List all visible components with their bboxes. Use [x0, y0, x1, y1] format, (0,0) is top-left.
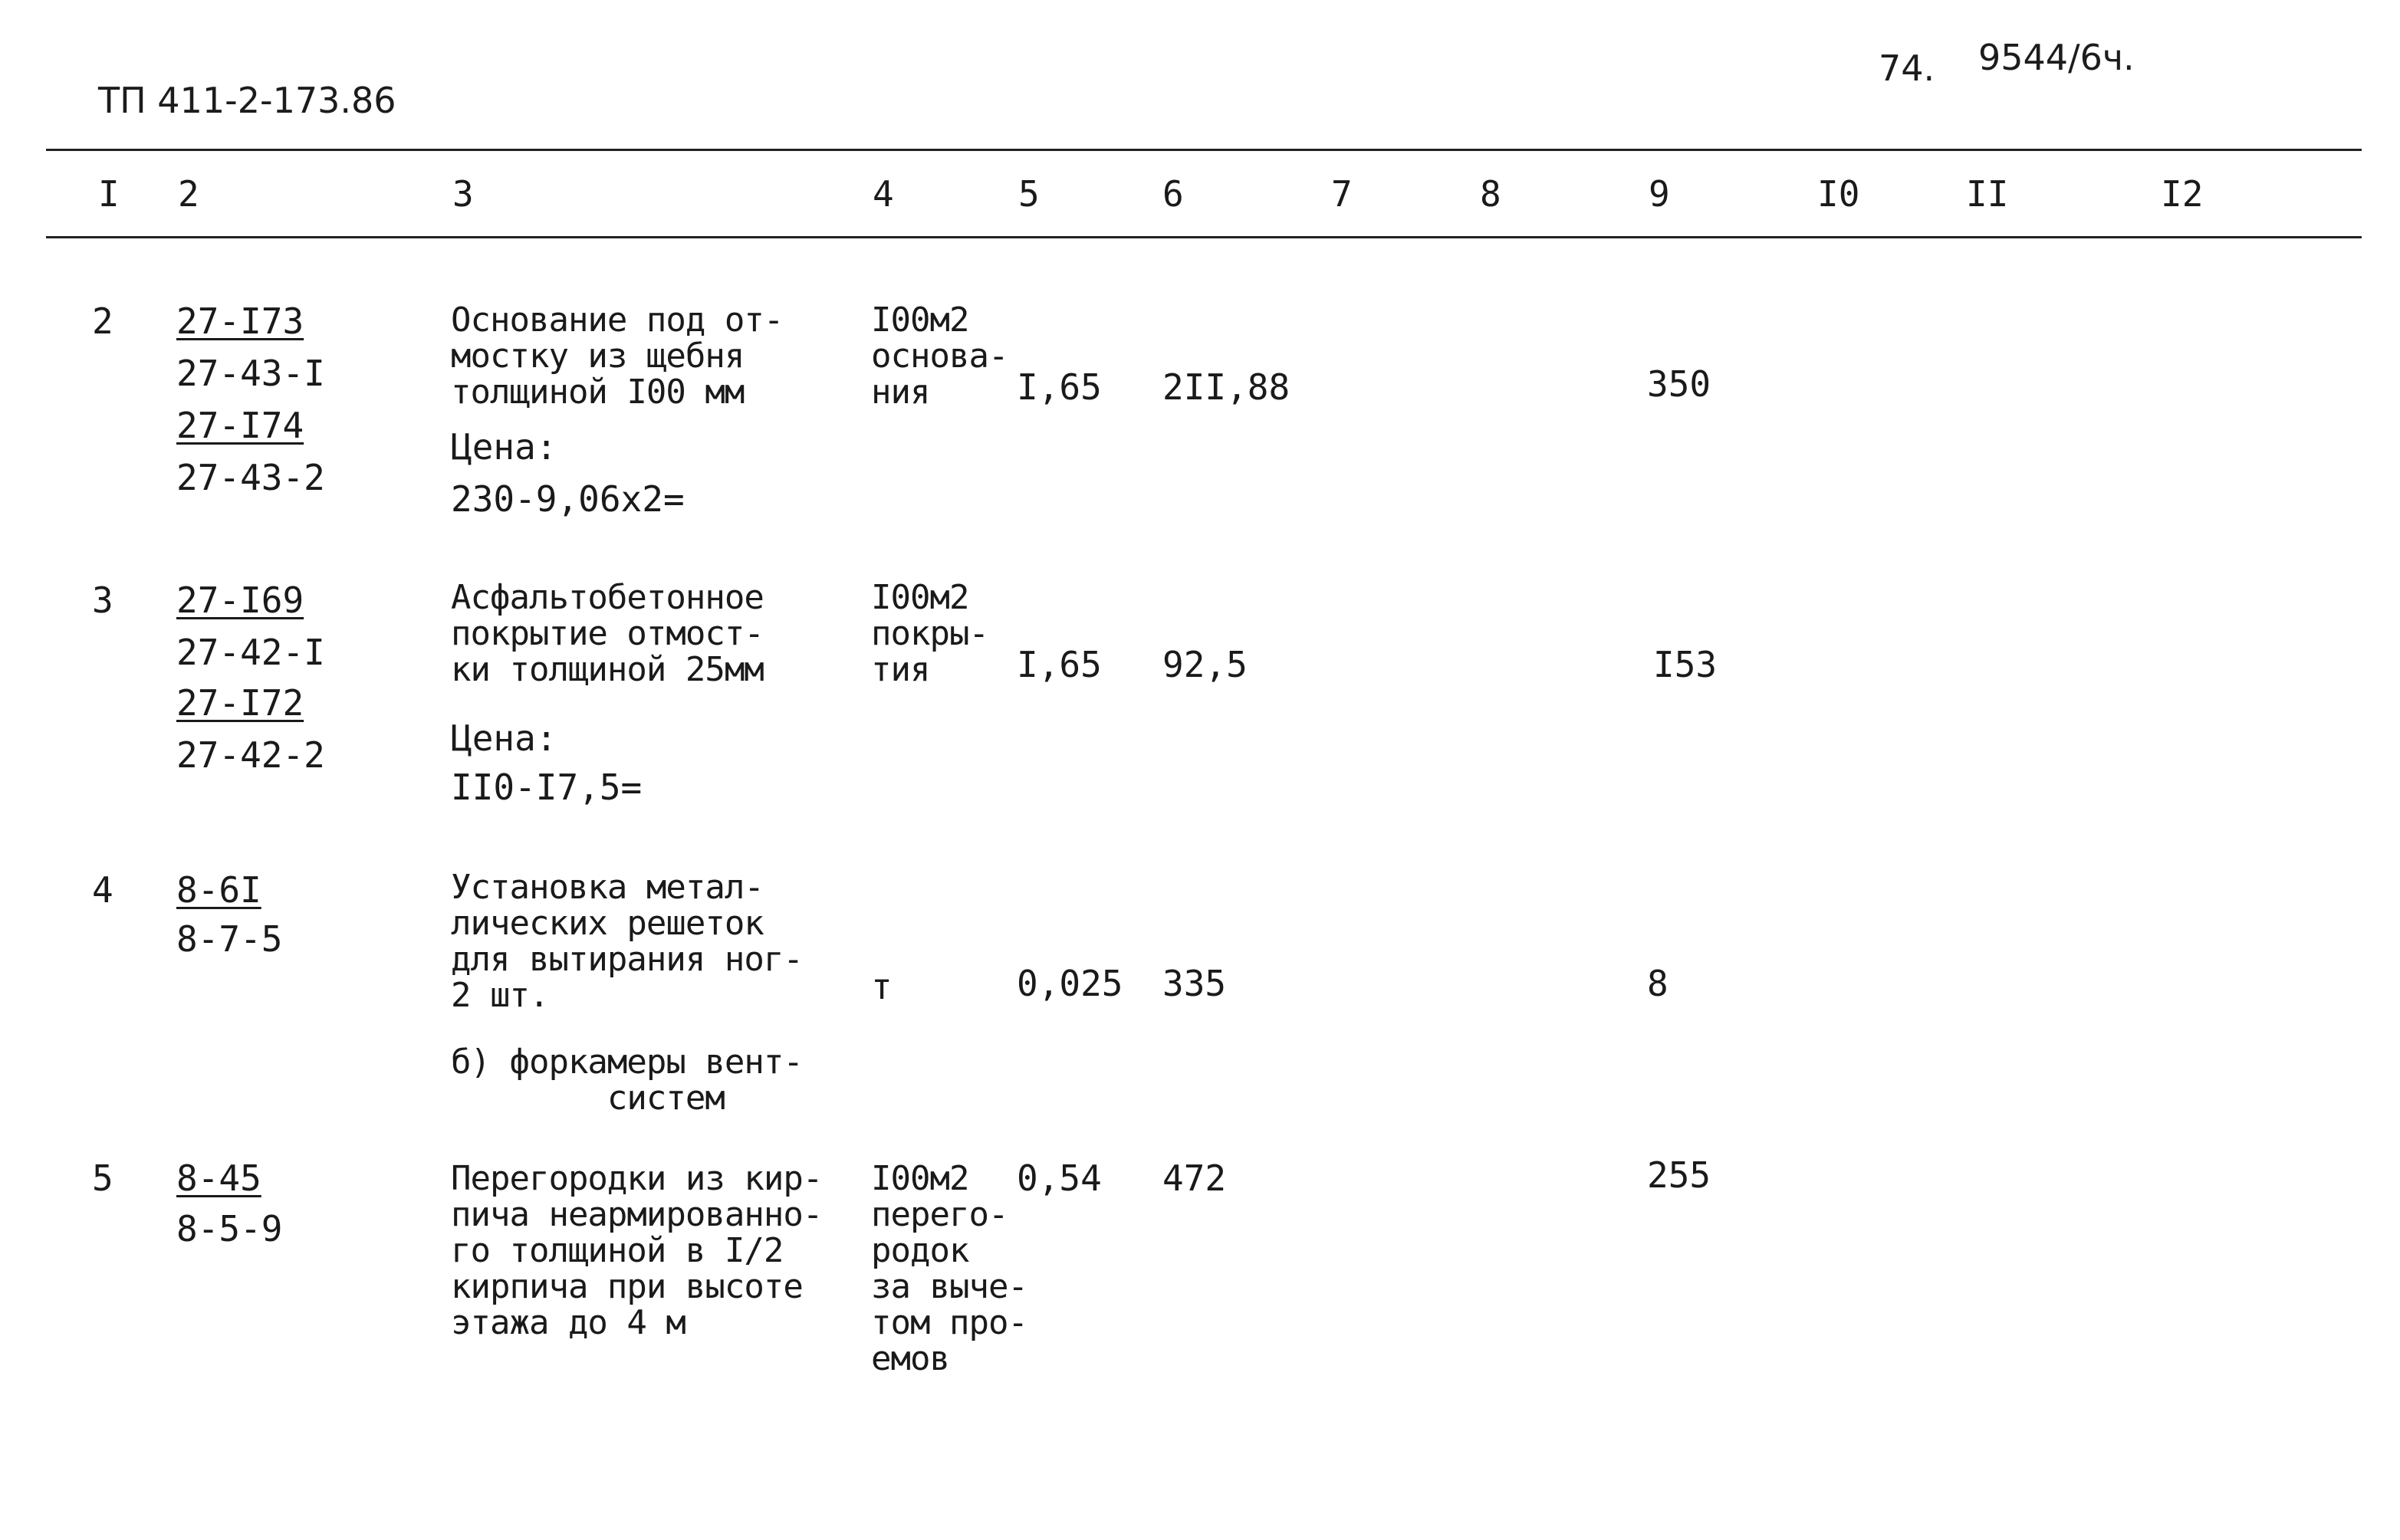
price-formula: II0-I7,5= [451, 767, 643, 808]
norm-code: 27-I72 [176, 682, 304, 724]
header-rule-bottom [46, 236, 2362, 238]
work-description: Перегородки из кир- пича неармированно- го толщиной в I/2 кирпича при высоте этажа до 4 м [451, 1159, 823, 1342]
norm-code: 8-6I [176, 869, 261, 911]
row-number: 3 [92, 580, 113, 621]
unit-rate: 335 [1162, 963, 1227, 1004]
col-header-11: II [1966, 173, 2009, 215]
norm-code: 27-I74 [176, 405, 304, 446]
quantity: I,65 [1017, 366, 1102, 408]
col-header-4: 4 [873, 173, 894, 215]
col-header-8: 8 [1480, 173, 1501, 215]
col-header-2: 2 [178, 173, 199, 215]
col-header-10: I0 [1817, 173, 1860, 215]
unit-of-measure: I00м2 основа- ния [871, 300, 1008, 412]
document-code: ТП 411-2-173.86 [98, 80, 396, 121]
unit-of-measure: I00м2 перего- родок за выче- том про- емов [871, 1159, 1027, 1378]
total-cost: 255 [1647, 1154, 1711, 1196]
total-cost: I53 [1653, 644, 1718, 685]
unit-rate: 2II,88 [1162, 366, 1290, 408]
unit-rate: 92,5 [1162, 644, 1248, 685]
page-number: 74. [1879, 48, 1935, 89]
norm-code: 8-7-5 [176, 918, 283, 960]
row-number: 5 [92, 1157, 113, 1199]
price-label: Цена: [451, 426, 557, 468]
norm-code: 8-45 [176, 1157, 261, 1199]
work-description: Основание под от- мостку из щебня толщиной I00 мм [451, 300, 784, 412]
norm-code: 27-I69 [176, 580, 304, 621]
norm-code: 27-42-2 [176, 734, 325, 776]
unit-of-measure: т [871, 966, 893, 1007]
quantity: 0,54 [1017, 1157, 1102, 1199]
norm-code: 8-5-9 [176, 1208, 283, 1249]
col-header-12: I2 [2161, 173, 2204, 215]
work-description: Асфальтобетонное покрытие отмост- ки толщиной 25мм [451, 578, 764, 689]
col-header-3: 3 [452, 173, 474, 215]
quantity: 0,025 [1017, 963, 1123, 1004]
price-label: Цена: [451, 717, 557, 759]
col-header-7: 7 [1331, 173, 1353, 215]
norm-code: 27-I73 [176, 300, 304, 342]
col-header-9: 9 [1649, 173, 1670, 215]
price-formula: 230-9,06х2= [451, 478, 685, 520]
col-header-6: 6 [1162, 173, 1184, 215]
col-header-1: I [98, 173, 120, 215]
row-number: 4 [92, 869, 113, 911]
total-cost: 350 [1647, 363, 1711, 405]
norm-code: 27-43-2 [176, 457, 325, 498]
header-rule-top [46, 149, 2362, 151]
work-description: Установка метал- лических решеток для вытирания ног- 2 шт. [451, 868, 803, 1015]
col-header-5: 5 [1018, 173, 1040, 215]
archive-reference: 9544/6ч. [1978, 37, 2135, 78]
section-subheading: б) форкамеры вент- систем [451, 1043, 803, 1118]
row-number: 2 [92, 300, 113, 342]
quantity: I,65 [1017, 644, 1102, 685]
unit-rate: 472 [1162, 1157, 1227, 1199]
unit-of-measure: I00м2 покры- тия [871, 578, 988, 689]
norm-code: 27-42-I [176, 632, 325, 673]
total-cost: 8 [1647, 963, 1668, 1004]
norm-code: 27-43-I [176, 353, 325, 394]
